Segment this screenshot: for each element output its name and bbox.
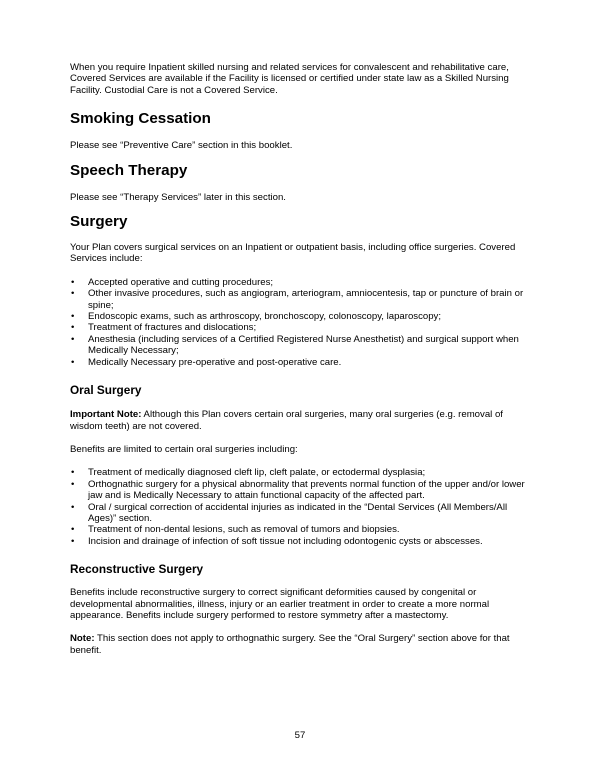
- heading-reconstructive-surgery: Reconstructive Surgery: [70, 562, 204, 577]
- speech-therapy-text: Please see “Therapy Services” later in this section.: [70, 191, 286, 203]
- note-text: This section does not apply to orthognathic surgery. See the “Oral Surgery” section above for that benefit.: [70, 633, 510, 656]
- important-note-label: Important Note:: [70, 409, 142, 421]
- document-page: [70, 62, 536, 656]
- reconstructive-surgery-text: Benefits include reconstructive surgery to correct significant deformities caused by congenital or developmental abnormalities, illness, injury or an earlier treatment in order to create a more normal appearance. Benefits include surgery performed to restore symmetry after a mastectomy.: [70, 587, 490, 621]
- oral-surgery-list: [70, 467, 536, 547]
- heading-smoking-cessation: Smoking Cessation: [70, 110, 211, 128]
- list-item: • Treatment of non-dental lesions, such as removal of tumors and biopsies.: [70, 524, 536, 535]
- heading-surgery: Surgery: [70, 213, 128, 231]
- list-item: • Medically Necessary pre-operative and post-operative care.: [70, 357, 536, 368]
- smoking-cessation-text: Please see “Preventive Care” section in this booklet.: [70, 140, 293, 152]
- list-item: • Accepted operative and cutting procedures;: [70, 277, 536, 288]
- list-item: • Orthognathic surgery for a physical abnormality that prevents normal function of the upper and/or lower jaw and is Medically Necessary to attain functional capacity of the affected part.: [70, 479, 536, 502]
- intro-paragraph: When you require Inpatient skilled nursing and related services for convalescent and rehabilitative care, Covered Services are available if the Facility is licensed or certified under state law as a Skilled Nursing Facility. Custodial Care is not a Covered Service.: [70, 62, 509, 96]
- list-item: • Other invasive procedures, such as angiogram, arteriogram, amniocentesis, tap or puncture of brain or spine;: [70, 288, 536, 311]
- list-item: • Incision and drainage of infection of soft tissue not including odontogenic cysts or abscesses.: [70, 536, 536, 547]
- list-item: • Oral / surgical correction of accidental injuries as indicated in the “Dental Services (All Members/All Ages)” section.: [70, 502, 536, 525]
- list-item: • Treatment of medically diagnosed cleft lip, cleft palate, or ectodermal dysplasia;: [70, 467, 536, 478]
- oral-surgery-intro: Benefits are limited to certain oral surgeries including:: [70, 443, 298, 455]
- surgery-intro: Your Plan covers surgical services on an Inpatient or outpatient basis, including office surgeries. Covered Services include:: [70, 242, 516, 265]
- oral-surgery-note: [70, 409, 536, 432]
- important-note-text: Although this Plan covers certain oral surgeries, many oral surgeries (e.g. removal of wisdom teeth) are not covered.: [70, 409, 503, 432]
- page-number: 57: [294, 730, 306, 741]
- list-item: • Treatment of fractures and dislocations;: [70, 322, 536, 333]
- heading-oral-surgery: Oral Surgery: [70, 383, 142, 398]
- reconstructive-surgery-note: [70, 633, 536, 656]
- list-item: • Anesthesia (including services of a Certified Registered Nurse Anesthetist) and surgical support when Medically Necessary;: [70, 334, 536, 357]
- heading-speech-therapy: Speech Therapy: [70, 161, 188, 179]
- list-item: • Endoscopic exams, such as arthroscopy, bronchoscopy, colonoscopy, laparoscopy;: [70, 311, 536, 322]
- note-label: Note:: [70, 633, 95, 645]
- surgery-list: [70, 277, 536, 368]
